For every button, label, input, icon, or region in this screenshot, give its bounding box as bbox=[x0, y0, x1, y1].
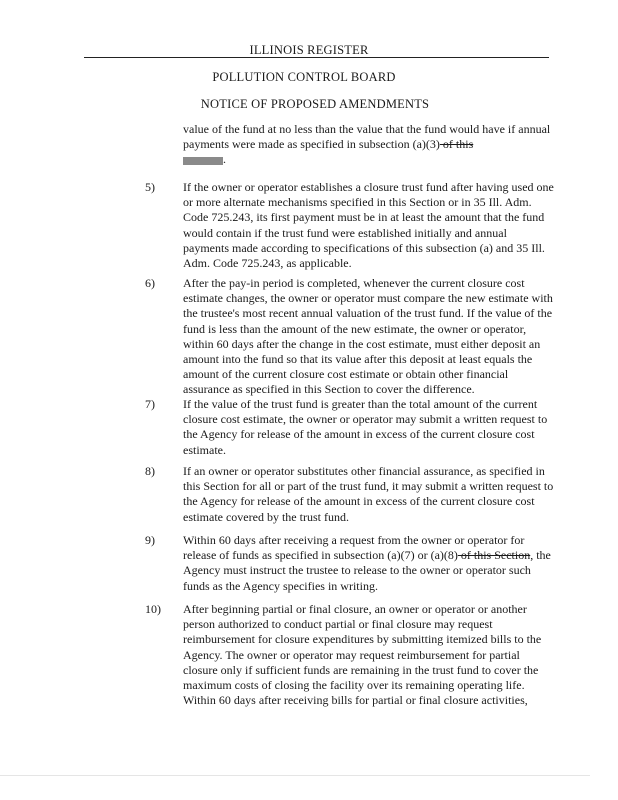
item-text: After the pay-in period is completed, whenever the current closure cost estimate changes, the owner or operator must compare the new estimate with the trustee's most recent annual valuation of the trust fund. If the value of the fund is less than the amount of the new estimate, the owner or operator, within 60 days after the change in the cost estimate, must either deposit an amount into the fund so that its value after this deposit at least equals the amount of the current closure cost estimate or obtain other financial assurance as specified in this Section to cover the difference. bbox=[183, 276, 553, 397]
item-number: 6) bbox=[145, 276, 155, 290]
item-number: 5) bbox=[145, 180, 155, 194]
notice-header: NOTICE OF PROPOSED AMENDMENTS bbox=[200, 97, 430, 111]
struck-text: of this Section bbox=[457, 548, 531, 563]
item-number: 9) bbox=[145, 533, 155, 547]
item-text: After beginning partial or final closure, an owner or operator or another person authorized to conduct partial or final closure may request reimbursement for closure expenditures by submitting itemized bills to the Agency. The owner or operator may request reimbursement for partial closure only if sufficient funds are remaining in the trust fund to cover the maximum costs of closing the facility over its remaining operating life. Within 60 days after receiving bills for partial or final closure activities, bbox=[183, 602, 542, 708]
continuation-struck-text: of this bbox=[439, 137, 474, 152]
item-text bbox=[183, 533, 555, 594]
item-text-part-a: Within 60 days after receiving a request from the owner or operator for release of funds as specified in subsection (a)(7) or (a)(8) bbox=[183, 533, 525, 563]
item-text-part-b: , the Agency must instruct the trustee to release to the owner or operator such funds as the Agency specifies in writing. bbox=[183, 548, 551, 593]
continuation-paragraph bbox=[183, 122, 553, 168]
register-header: ILLINOIS REGISTER bbox=[249, 43, 369, 57]
item-text: If an owner or operator substitutes other financial assurance, as specified in this Section for all or part of the trust fund, it may submit a written request to the Agency for release of the amount in excess of the current closure cost estimate covered by the trust fund. bbox=[183, 464, 554, 524]
scan-edge-line bbox=[0, 775, 590, 776]
item-number: 10) bbox=[145, 602, 161, 616]
item-text: If the owner or operator establishes a closure trust fund after having used one or more alternate mechanisms specified in this Section or in 35 Ill. Adm. Code 725.243, its first payment must be in at least the amount that the fund would contain if the trust fund were established initially and annual payments made according to specifications of this subsection (a) and 35 Ill. Adm. Code 725.243, as applicable. bbox=[183, 180, 554, 271]
item-number: 7) bbox=[145, 397, 155, 411]
item-number: 8) bbox=[145, 464, 155, 478]
continuation-tail: . bbox=[223, 152, 226, 167]
board-header: POLLUTION CONTROL BOARD bbox=[212, 70, 396, 84]
item-text: If the value of the trust fund is greater than the total amount of the current closure cost estimate, the owner or operator may submit a written request to the Agency for release of the amount in excess of the current closure cost estimate. bbox=[183, 397, 548, 457]
continuation-text: value of the fund at no less than the value that the fund would have if annual payments were made as specified in subsection (a)(3) bbox=[183, 122, 551, 152]
header-rule bbox=[84, 57, 549, 58]
smudged-text-mark bbox=[183, 157, 223, 165]
